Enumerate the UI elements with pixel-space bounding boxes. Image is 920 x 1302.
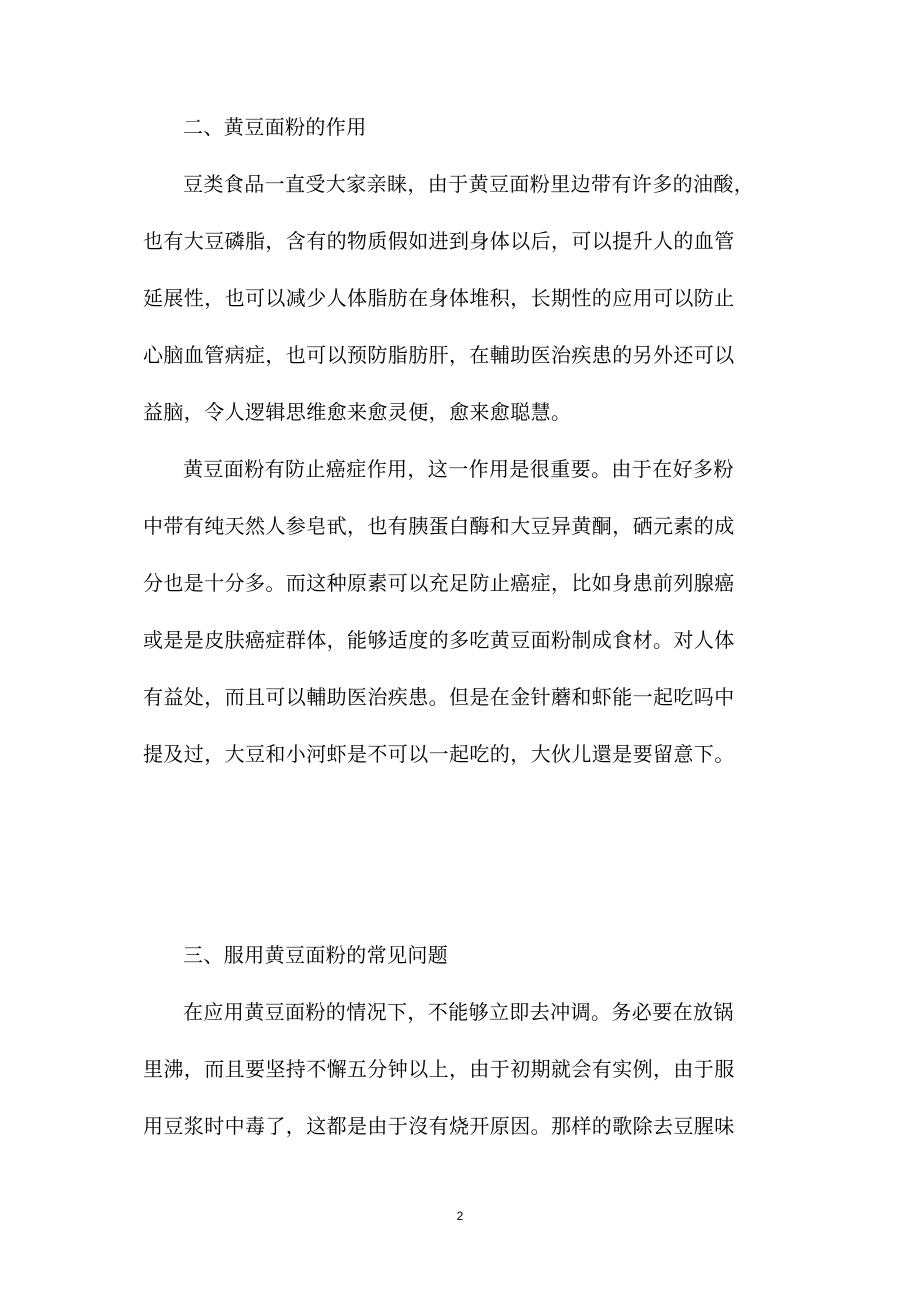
paragraph-line: 提及过，大豆和小河虾是不可以一起吃的，大伙儿還是要留意下。 (143, 742, 735, 766)
section-heading: 二、黄豆面粉的作用 (183, 115, 367, 139)
paragraph-line: 中带有纯天然人参皂甙，也有胰蛋白酶和大豆异黄酮，硒元素的成 (143, 514, 735, 538)
paragraph-line: 用豆浆时中毒了，这都是由于沒有烧开原因。那样的歌除去豆腥味 (143, 1114, 735, 1138)
paragraph-line: 里沸，而且要坚持不懈五分钟以上，由于初期就会有实例，由于服 (143, 1057, 735, 1081)
paragraph-line: 心脑血管病症，也可以预防脂肪肝，在輔助医治疾患的另外还可以 (143, 343, 735, 367)
paragraph-line: 在应用黄豆面粉的情况下，不能够立即去冲调。务必要在放锅 (183, 1000, 734, 1024)
paragraph-line: 豆类食品一直受大家亲睐，由于黄豆面粉里边带有许多的油酸， (183, 172, 755, 196)
paragraph-line: 益脑，令人逻辑思维愈来愈灵便，愈来愈聪慧。 (143, 400, 572, 424)
paragraph-line: 或是是皮肤癌症群体，能够适度的多吃黄豆面粉制成食材。对人体 (143, 628, 735, 652)
section-heading: 三、服用黄豆面粉的常见问题 (183, 943, 449, 967)
paragraph-line: 黄豆面粉有防止癌症作用，这一作用是很重要。由于在好多粉 (183, 457, 734, 481)
paragraph-line: 延展性，也可以减少人体脂肪在身体堆积，长期性的应用可以防止 (143, 286, 735, 310)
paragraph-line: 也有大豆磷脂，含有的物质假如进到身体以后，可以提升人的血管 (143, 229, 735, 253)
paragraph-line: 分也是十分多。而这种原素可以充足防止癌症，比如身患前列腺癌 (143, 571, 735, 595)
page-number: 2 (456, 1209, 464, 1223)
paragraph-line: 有益处，而且可以輔助医治疾患。但是在金针蘑和虾能一起吃吗中 (143, 685, 735, 709)
